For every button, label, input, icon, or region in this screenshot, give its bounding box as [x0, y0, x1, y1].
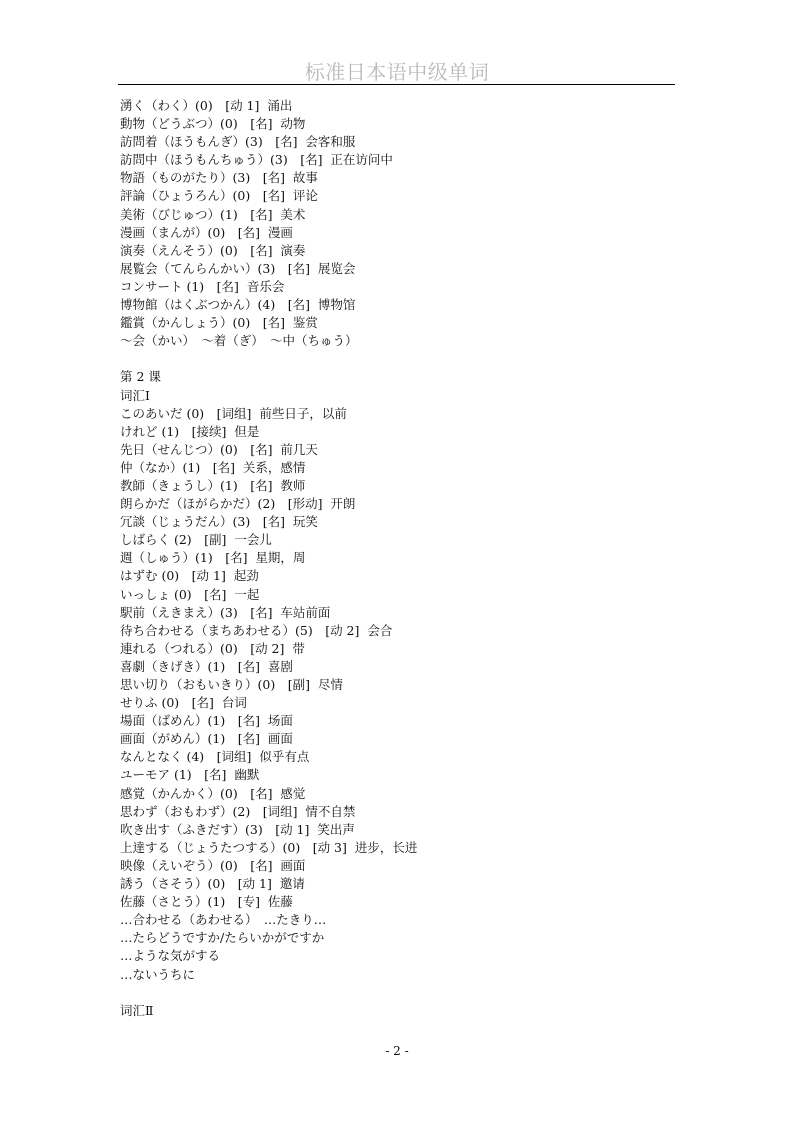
vocab-line: 動物（どうぶつ）(0) [名] 动物 — [120, 116, 306, 132]
vocab-line: 思わず（おもわず）(2) [词组] 情不自禁 — [120, 803, 356, 819]
vocab-line: このあいだ (0) [词组] 前些日子，以前 — [120, 405, 347, 421]
vocab-line: 画面（がめん）(1) [名] 画面 — [120, 731, 293, 747]
vocab-line: …たらどうですか/たらいかがですか — [120, 930, 325, 946]
vocab-line: 湧く（わく）(0) [动 1] 涌出 — [120, 98, 293, 113]
vocab-line: 冗談（じょうだん）(3) [名] 玩笑 — [120, 514, 318, 530]
vocab-line: 博物館（はくぶつかん）(4) [名] 博物馆 — [120, 297, 356, 313]
vocab-line: 訪問着（ほうもんぎ）(3) [名] 会客和服 — [120, 134, 356, 150]
vocab-line: 感覚（かんかく）(0) [名] 感觉 — [120, 785, 306, 801]
vocab-line: 待ち合わせる（まちあわせる）(5) [动 2] 会合 — [120, 622, 393, 638]
vocab-line: 吹き出す（ふきだす）(3) [动 1] 笑出声 — [120, 821, 355, 837]
vocab-line: 評論（ひょうろん）(0) [名] 评论 — [120, 188, 318, 204]
vocab-line: 鑑賞（かんしょう）(0) [名] 鉴赏 — [120, 315, 318, 331]
vocab-line: 映像（えいぞう）(0) [名] 画面 — [120, 857, 306, 873]
vocab-line: 思い切り（おもいきり）(0) [副] 尽情 — [120, 677, 343, 692]
vocab-line: 先日（せんじつ）(0) [名] 前几天 — [120, 441, 318, 457]
blank-line — [120, 350, 680, 368]
vocab-line: 物語（ものがたり）(3) [名] 故事 — [120, 170, 318, 186]
page-header-title: 标准日本语中级单词 — [304, 60, 490, 84]
vocab-line: 佐藤（さとう）(1) [专] 佐藤 — [120, 894, 293, 910]
vocab-line: 演奏（えんそう）(0) [名] 演奏 — [120, 242, 306, 258]
vocab-line: いっしょ (0) [名] 一起 — [120, 586, 260, 602]
vocab-line: 場面（ばめん）(1) [名] 场面 — [120, 713, 293, 729]
vocabulary-list — [120, 97, 680, 1020]
vocab-line: 第 2 课 — [120, 369, 161, 385]
page-number: - 2 - — [385, 1044, 409, 1058]
vocab-line: 誘う（さそう）(0) [动 1] 邀请 — [120, 876, 305, 892]
vocab-line: 词汇Ⅰ — [120, 387, 150, 403]
vocab-line: 駅前（えきまえ）(3) [名] 车站前面 — [120, 604, 331, 620]
vocab-line: …ないうちに — [120, 966, 196, 982]
vocab-line: 連れる（つれる）(0) [动 2] 带 — [120, 640, 305, 656]
header-rule — [118, 84, 675, 85]
vocab-line: ～会（かい） ～着（ぎ） ～中（ちゅう） — [120, 333, 358, 349]
vocab-line: しばらく (2) [副] 一会儿 — [120, 532, 272, 548]
vocab-line: コンサート (1) [名] 音乐会 — [120, 278, 285, 294]
vocab-line: けれど (1) [接续] 但是 — [120, 423, 260, 439]
vocab-line: はずむ (0) [动 1] 起劲 — [120, 568, 259, 584]
vocab-line: 教師（きょうし）(1) [名] 教师 — [120, 477, 306, 493]
vocab-line: 美術（びじゅつ）(1) [名] 美术 — [120, 206, 306, 222]
vocab-line: 週（しゅう）(1) [名] 星期，周 — [120, 550, 306, 566]
vocab-line: 喜劇（きげき）(1) [名] 喜剧 — [120, 658, 293, 674]
blank-line — [120, 984, 680, 1002]
vocab-line: 展覧会（てんらんかい）(3) [名] 展览会 — [120, 260, 356, 276]
vocab-line: 词汇Ⅱ — [120, 1002, 154, 1018]
vocab-line: …合わせる（あわせる） …たきり… — [120, 912, 327, 928]
vocab-line: 仲（なか）(1) [名] 关系，感情 — [120, 459, 306, 475]
vocab-line: 漫画（まんが）(0) [名] 漫画 — [120, 224, 293, 240]
vocab-line: せりふ (0) [名] 台词 — [120, 695, 247, 711]
vocab-line: 訪問中（ほうもんちゅう）(3) [名] 正在访问中 — [120, 152, 393, 168]
vocab-line: 朗らかだ（ほがらかだ）(2) [形动] 开朗 — [120, 496, 356, 512]
vocab-line: なんとなく (4) [词组] 似乎有点 — [120, 749, 310, 765]
vocab-line: ユーモア (1) [名] 幽默 — [120, 767, 260, 783]
vocab-line: 上達する（じょうたつする）(0) [动 3] 进步，长进 — [120, 839, 418, 855]
vocab-line: …ような気がする — [120, 948, 221, 964]
